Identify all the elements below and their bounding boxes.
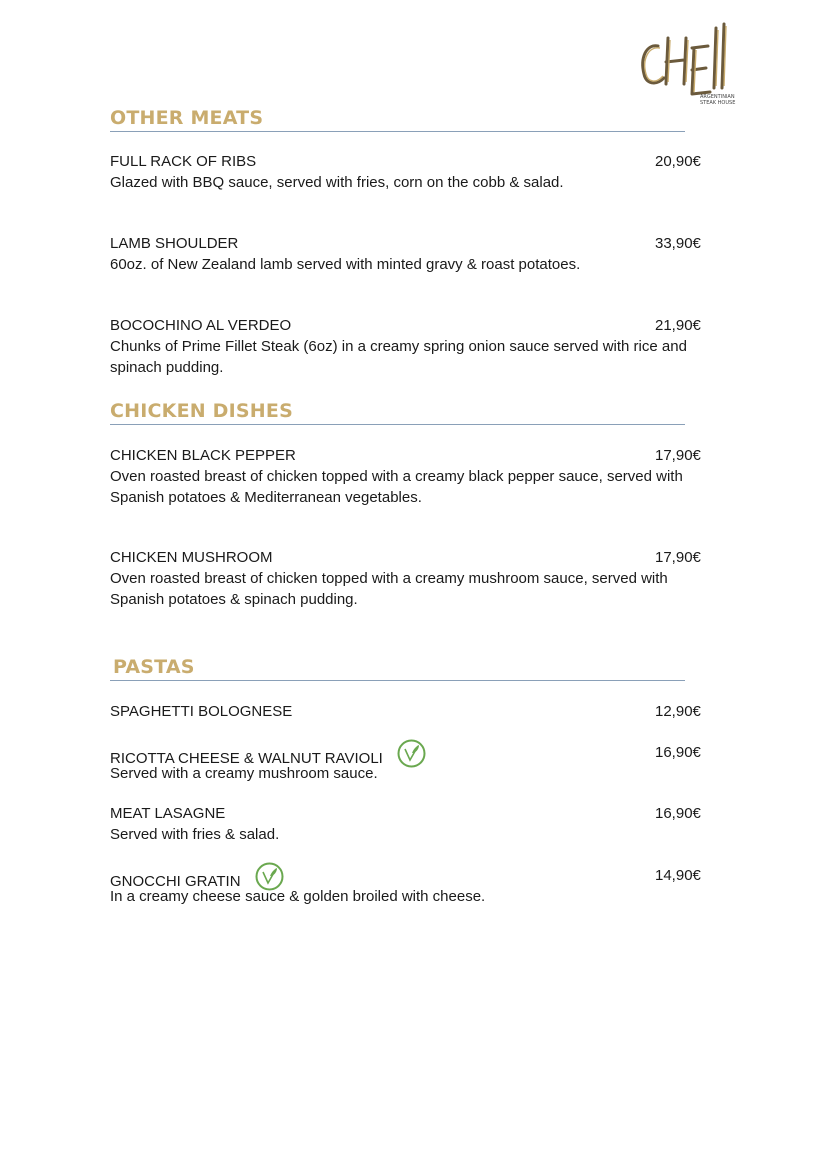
menu-item: [110, 865, 710, 907]
section-chicken-dishes: [110, 400, 685, 425]
menu-item: [110, 233, 710, 275]
logo-tagline-2: STEAK HOUSE: [700, 100, 736, 106]
section-title: PASTAS: [113, 656, 195, 678]
menu-item: [110, 151, 710, 193]
item-price: 17,90€: [655, 549, 701, 566]
menu-item: [110, 445, 710, 508]
item-price: 16,90€: [655, 805, 701, 822]
item-description: Served with fries & salad.: [110, 826, 280, 843]
menu-item: [110, 803, 710, 845]
item-description: Oven roasted breast of chicken topped with a creamy black pepper sauce, served with Spanish potatoes & Mediterranean vegetables.: [110, 468, 683, 506]
item-price: 33,90€: [655, 235, 701, 252]
section-title: CHICKEN DISHES: [110, 400, 293, 422]
item-price: 14,90€: [655, 867, 701, 884]
vegetarian-leaf-icon: [397, 739, 426, 774]
item-price: 20,90€: [655, 153, 701, 170]
menu-item: [110, 742, 710, 784]
item-name: SPAGHETTI BOLOGNESE: [110, 703, 293, 720]
item-description: In a creamy cheese sauce & golden broiled with cheese.: [110, 888, 486, 905]
section-divider: [110, 131, 685, 132]
section-other-meats: [110, 107, 685, 132]
item-name: RICOTTA CHEESE & WALNUT RAVIOLI: [110, 750, 383, 768]
item-name: GNOCCHI GRATIN: [110, 873, 241, 891]
section-pastas: [110, 656, 685, 681]
item-name: FULL RACK OF RIBS: [110, 153, 257, 170]
section-divider: [110, 680, 685, 681]
item-name: CHICKEN BLACK PEPPER: [110, 447, 296, 464]
brand-logo: [636, 18, 740, 108]
item-name: LAMB SHOULDER: [110, 235, 239, 252]
item-description: 60oz. of New Zealand lamb served with minted gravy & roast potatoes.: [110, 256, 581, 273]
menu-item: [110, 315, 710, 378]
item-name: BOCOCHINO AL VERDEO: [110, 317, 292, 334]
item-price: 17,90€: [655, 447, 701, 464]
item-price: 16,90€: [655, 744, 701, 761]
menu-item: [110, 547, 710, 610]
section-title: OTHER MEATS: [110, 107, 264, 129]
logo-tagline-1: ARGENTINIAN: [700, 94, 735, 100]
item-price: 12,90€: [655, 703, 701, 720]
item-description: Chunks of Prime Fillet Steak (6oz) in a creamy spring onion sauce served with rice and spinach pudding.: [110, 338, 687, 376]
vegetarian-leaf-icon: [255, 862, 284, 897]
item-name: CHICKEN MUSHROOM: [110, 549, 273, 566]
item-description: Glazed with BBQ sauce, served with fries, corn on the cobb & salad.: [110, 174, 564, 191]
item-description: Oven roasted breast of chicken topped with a creamy mushroom sauce, served with Spanish potatoes & spinach pudding.: [110, 570, 668, 608]
item-price: 21,90€: [655, 317, 701, 334]
section-divider: [110, 424, 685, 425]
menu-item: [110, 701, 710, 722]
item-description: Served with a creamy mushroom sauce.: [110, 765, 378, 782]
item-name: MEAT LASAGNE: [110, 805, 226, 822]
